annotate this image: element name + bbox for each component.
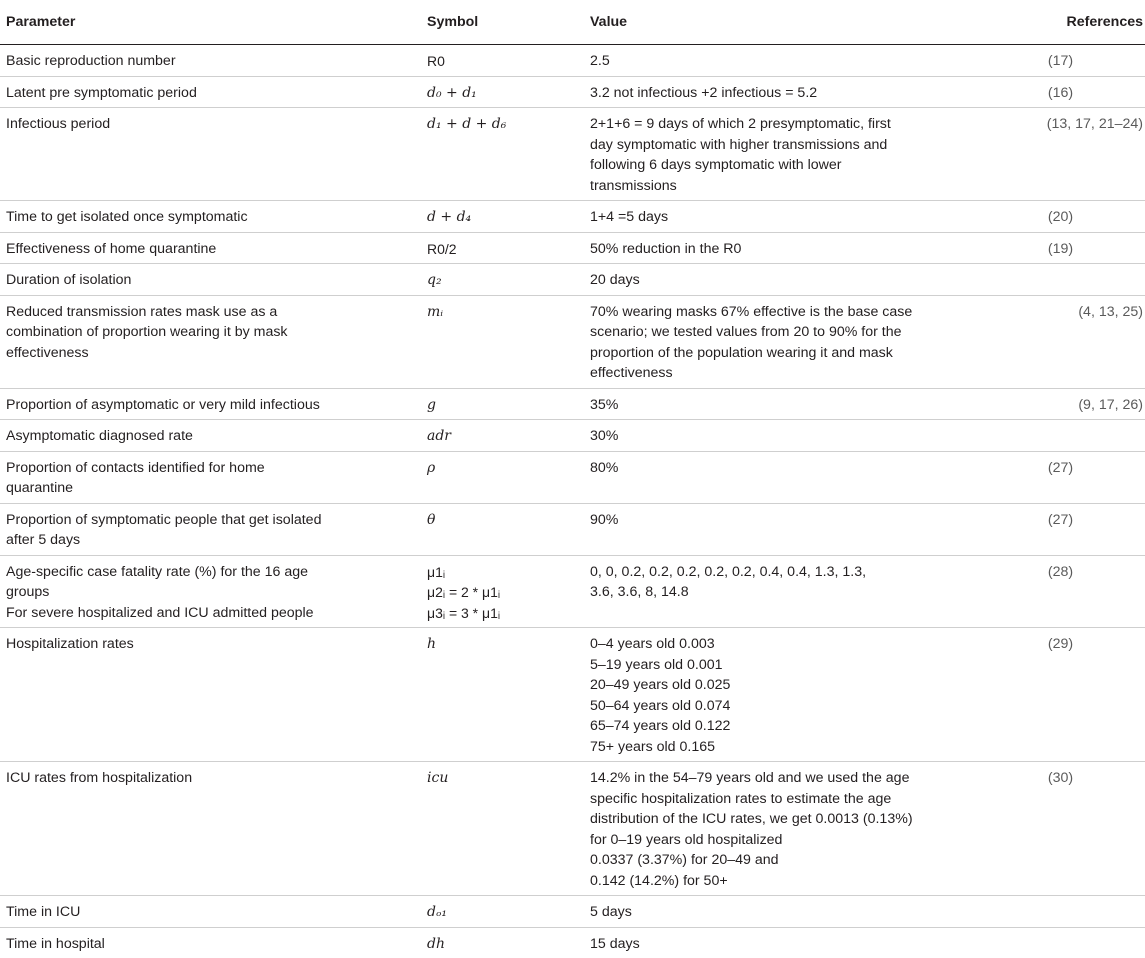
symbol-cell [421,420,584,452]
value-cell [584,108,976,201]
value-cell [584,388,976,420]
symbol-cell [421,232,584,264]
parameter-cell [0,295,421,388]
symbol-text: h [427,634,578,655]
symbol-text: adr [427,426,578,447]
symbol-text: d + d₄ [427,207,578,228]
reference-text: (28) [1048,564,1073,580]
parameter-cell [0,451,421,503]
table-row [0,388,1145,420]
value-text: 20 days [590,270,970,291]
value-text: effectiveness [590,363,970,384]
value-cell [584,503,976,555]
symbol-cell [421,555,584,628]
symbol-text: g [427,395,578,416]
reference-text: (27) [1048,460,1073,476]
value-text: 5–19 years old 0.001 [590,655,970,676]
references-cell [976,45,1145,77]
parameter-text: after 5 days [6,530,415,551]
symbol-text: dₒ₁ [427,902,578,923]
header-row [0,0,1145,45]
parameter-text: Asymptomatic diagnosed rate [6,426,415,447]
references-cell [976,451,1145,503]
symbol-cell [421,503,584,555]
table-row [0,232,1145,264]
parameter-cell [0,896,421,928]
parameter-text: ICU rates from hospitalization [6,768,415,789]
symbol-cell [421,388,584,420]
reference-text: (29) [1048,636,1073,652]
parameter-cell [0,45,421,77]
table-row [0,762,1145,896]
value-cell [584,420,976,452]
value-text: proportion of the population wearing it and mask [590,343,970,364]
parameter-text: Proportion of symptomatic people that get isolated [6,510,415,531]
table-row [0,420,1145,452]
parameter-cell [0,76,421,108]
symbol-cell [421,76,584,108]
value-text: 50–64 years old 0.074 [590,696,970,717]
value-cell [584,927,976,958]
parameter-text: groups [6,582,415,603]
symbol-cell [421,295,584,388]
table-row [0,264,1145,296]
value-text: specific hospitalization rates to estimate the age [590,789,970,810]
value-cell [584,201,976,233]
value-text: 50% reduction in the R0 [590,239,970,260]
value-cell [584,762,976,896]
parameter-text: Hospitalization rates [6,634,415,655]
value-text: 0–4 years old 0.003 [590,634,970,655]
parameter-cell [0,503,421,555]
table-row [0,555,1145,628]
parameter-text: Basic reproduction number [6,51,415,72]
symbol-text: dh [427,934,578,955]
value-text: 20–49 years old 0.025 [590,675,970,696]
references-cell [976,201,1145,233]
symbol-text: R0 [427,51,578,72]
table-row [0,108,1145,201]
table-row [0,896,1145,928]
symbol-cell [421,927,584,958]
symbol-cell [421,762,584,896]
reference-text: (19) [1048,241,1073,257]
parameter-cell [0,388,421,420]
value-cell [584,45,976,77]
value-cell [584,555,976,628]
parameter-cell [0,927,421,958]
table-body [0,45,1145,958]
value-cell [584,232,976,264]
table-row [0,628,1145,762]
value-text: 14.2% in the 54–79 years old and we used the age [590,768,970,789]
value-text: scenario; we tested values from 20 to 90% for the [590,322,970,343]
references-cell [976,264,1145,296]
value-text: transmissions [590,176,970,197]
symbol-cell [421,45,584,77]
symbol-text: icu [427,768,578,789]
parameter-cell [0,555,421,628]
value-text: 75+ years old 0.165 [590,737,970,758]
parameter-cell [0,762,421,896]
value-cell [584,896,976,928]
symbol-cell [421,451,584,503]
symbol-text: R0/2 [427,239,578,260]
references-cell [976,503,1145,555]
symbol-text: μ2ᵢ = 2 * μ1ᵢ [427,582,578,603]
parameter-cell [0,201,421,233]
references-cell [976,628,1145,762]
reference-text: (27) [1048,512,1073,528]
value-text: following 6 days symptomatic with lower [590,155,970,176]
references-cell [976,232,1145,264]
reference-text: (20) [1048,209,1073,225]
symbol-text: ρ [427,458,578,479]
references-cell [976,896,1145,928]
value-cell [584,295,976,388]
value-text: 0, 0, 0.2, 0.2, 0.2, 0.2, 0.2, 0.4, 0.4, 1.3, 1.3, [590,562,970,583]
references-cell [976,108,1145,201]
table-row [0,76,1145,108]
header-parameter: Parameter [0,0,421,45]
value-text: 65–74 years old 0.122 [590,716,970,737]
symbol-text: d₀ + d₁ [427,83,578,104]
parameter-cell [0,420,421,452]
parameter-text: Time in hospital [6,934,415,955]
reference-text: (16) [1048,85,1073,101]
parameter-text: Duration of isolation [6,270,415,291]
value-text: 5 days [590,902,970,923]
reference-text: (13, 17, 21–24) [1047,116,1143,132]
value-text: 35% [590,395,970,416]
reference-text: (17) [1048,53,1073,69]
table-row [0,927,1145,958]
table-row [0,45,1145,77]
references-cell [976,295,1145,388]
value-cell [584,451,976,503]
parameter-text: Proportion of asymptomatic or very mild infectious [6,395,415,416]
value-text: 0.142 (14.2%) for 50+ [590,871,970,892]
parameter-text: Age-specific case fatality rate (%) for the 16 age [6,562,415,583]
references-cell [976,420,1145,452]
value-text: 3.2 not infectious +2 infectious = 5.2 [590,83,970,104]
value-text: distribution of the ICU rates, we get 0.0013 (0.13%) [590,809,970,830]
value-cell [584,76,976,108]
value-text: 80% [590,458,970,479]
symbol-cell [421,264,584,296]
value-text: for 0–19 years old hospitalized [590,830,970,851]
parameter-text: Effectiveness of home quarantine [6,239,415,260]
parameter-text: For severe hospitalized and ICU admitted people [6,603,415,624]
table-row [0,295,1145,388]
symbol-text: μ3ᵢ = 3 * μ1ᵢ [427,603,578,624]
value-text: day symptomatic with higher transmissions and [590,135,970,156]
references-cell [976,927,1145,958]
parameter-text: Time to get isolated once symptomatic [6,207,415,228]
parameter-text: Time in ICU [6,902,415,923]
value-text: 90% [590,510,970,531]
symbol-cell [421,108,584,201]
reference-text: (9, 17, 26) [1078,397,1143,413]
table-row [0,503,1145,555]
parameter-text: Reduced transmission rates mask use as a [6,302,415,323]
reference-text: (30) [1048,770,1073,786]
parameter-text: quarantine [6,478,415,499]
symbol-cell [421,628,584,762]
parameter-cell [0,264,421,296]
value-text: 1+4 =5 days [590,207,970,228]
reference-text: (4, 13, 25) [1078,304,1143,320]
symbol-cell [421,896,584,928]
parameter-text: Infectious period [6,114,415,135]
references-cell [976,762,1145,896]
references-cell [976,388,1145,420]
table-row [0,201,1145,233]
value-text: 30% [590,426,970,447]
header-value: Value [584,0,976,45]
symbol-text: q₂ [427,270,578,291]
parameter-text: combination of proportion wearing it by mask [6,322,415,343]
parameter-cell [0,232,421,264]
value-text: 3.6, 3.6, 8, 14.8 [590,582,970,603]
parameter-text: Proportion of contacts identified for home [6,458,415,479]
symbol-text: θ [427,510,578,531]
value-text: 70% wearing masks 67% effective is the base case [590,302,970,323]
value-text: 2.5 [590,51,970,72]
value-cell [584,628,976,762]
references-cell [976,555,1145,628]
value-text: 0.0337 (3.37%) for 20–49 and [590,850,970,871]
value-cell [584,264,976,296]
value-text: 15 days [590,934,970,955]
symbol-cell [421,201,584,233]
parameter-cell [0,628,421,762]
table-row [0,451,1145,503]
parameter-cell [0,108,421,201]
symbol-text: mᵢ [427,302,578,323]
symbol-text: d₁ + d + d₆ [427,114,578,135]
parameter-text: Latent pre symptomatic period [6,83,415,104]
header-references: References [976,0,1145,45]
header-symbol: Symbol [421,0,584,45]
references-cell [976,76,1145,108]
parameter-text: effectiveness [6,343,415,364]
symbol-text: μ1ᵢ [427,562,578,583]
value-text: 2+1+6 = 9 days of which 2 presymptomatic, first [590,114,970,135]
